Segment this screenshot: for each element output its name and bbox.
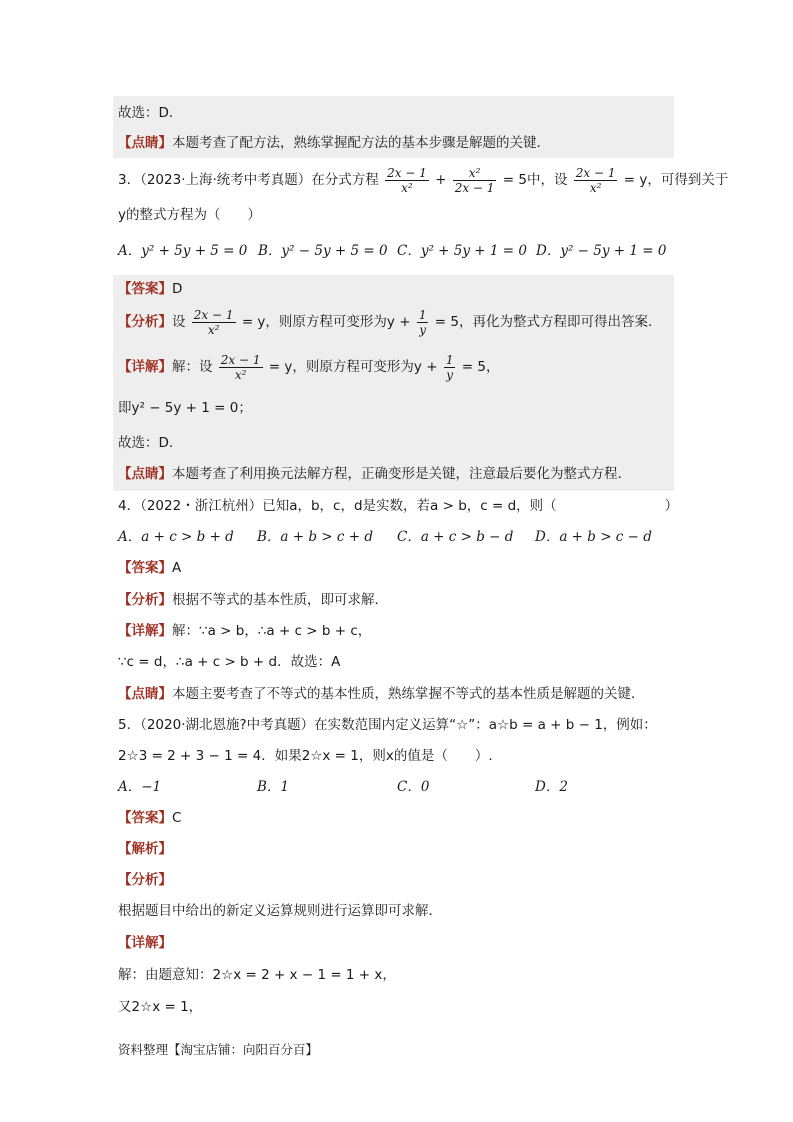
footer-source: 资料整理【淘宝店铺：向阳百分百】 <box>118 1042 319 1057</box>
q3-fraction-3: $\frac{2x - 1}{\text{x²}}$ <box>575 165 616 195</box>
q3-option-d: D．y² − 5y + 1 = 0 <box>536 243 667 259</box>
q3-stem-line1 <box>118 163 728 197</box>
detail-fraction-2: $\frac{1}{y}$ <box>445 352 454 382</box>
detail-text: 解：∵a > b，∴a + c > b + c， <box>172 623 372 639</box>
comment-tag: 【点睛】 <box>118 466 172 482</box>
q5-detail-line2: 又2☆x = 1， <box>118 999 203 1015</box>
q5-option-b: B．1 <box>257 779 290 795</box>
q3-answer <box>118 274 182 305</box>
detail-text-b: = y，则原方程可变形为y + <box>268 359 438 375</box>
analysis-tag: 【分析】 <box>118 314 172 330</box>
q3-detail <box>118 350 499 384</box>
answer-value: A <box>172 560 182 576</box>
plus-sign: + <box>435 172 447 188</box>
answer-tag: 【答案】 <box>118 810 172 826</box>
q2-choice: 故选：D． <box>118 105 183 121</box>
q3-stem-line2: y的整式方程为（ ） <box>118 207 261 223</box>
q4-option-a: A．a + c > b + d <box>118 529 234 545</box>
q4-options <box>0 522 793 553</box>
analysis-text: 根据不等式的基本性质，即可求解． <box>172 592 388 608</box>
jiexi-tag: 【解析】 <box>118 841 172 857</box>
q3-eqy: = y，可得到关于 <box>623 172 729 188</box>
q4-stem: 4．（2022・浙江杭州）已知a，b，c，d是实数，若a > b，c = d，则（ ） <box>118 498 679 514</box>
q4-option-b: B．a + b > c + d <box>257 529 373 545</box>
answer-tag: 【答案】 <box>118 281 172 297</box>
q4-analysis <box>118 585 388 616</box>
q4-answer <box>118 553 181 584</box>
q5-option-d: D．2 <box>535 779 568 795</box>
q3-detail-line2: 即y² − 5y + 1 = 0； <box>118 400 252 416</box>
q3-fraction-2: $\frac{\text{x²}}{2x - 1}$ <box>454 165 495 195</box>
q4-detail <box>118 616 371 647</box>
q3-prefix: 3．（2023·上海·统考中考真题）在分式方程 <box>118 172 379 188</box>
answer-tag: 【答案】 <box>118 560 172 576</box>
comment-tag: 【点睛】 <box>118 135 172 151</box>
q3-option-c: C．y² + 5y + 1 = 0 <box>397 243 527 259</box>
detail-tag: 【详解】 <box>118 623 172 639</box>
q5-analysis: 根据题目中给出的新定义运算规则进行运算即可求解． <box>118 903 442 919</box>
answer-value: D <box>172 281 183 297</box>
analysis-text-b: = y，则原方程可变形为y + <box>241 314 411 330</box>
comment-text: 本题考查了利用换元法解方程，正确变形是关键，注意最后要化为整式方程. <box>172 466 622 482</box>
q3-analysis <box>118 305 652 339</box>
analysis-text-c: = 5，再化为整式方程即可得出答案. <box>434 314 653 330</box>
comment-text: 本题主要考查了不等式的基本性质，熟练掌握不等式的基本性质是解题的关键． <box>172 686 645 702</box>
q5-option-a: A．−1 <box>118 779 162 795</box>
q5-options <box>0 772 793 803</box>
analysis-tag: 【分析】 <box>118 592 172 608</box>
q5-analysis-tag-line <box>118 865 172 896</box>
detail-text-a: 解：设 <box>172 359 213 375</box>
answer-value: C <box>172 810 182 826</box>
detail-text-c: = 5， <box>461 359 500 375</box>
q3-option-a: A．y² + 5y + 5 = 0 <box>118 243 248 259</box>
detail-tag: 【详解】 <box>118 935 172 951</box>
q5-answer <box>118 803 181 834</box>
q5-jiexi <box>118 834 172 865</box>
q3-option-b: B．y² − 5y + 5 = 0 <box>258 243 388 259</box>
comment-tag: 【点睛】 <box>118 686 172 702</box>
q4-detail-line2: ∵c = d，∴a + c > b + d．故选：A <box>118 654 341 670</box>
comment-text: 本题考查了配方法，熟练掌握配方法的基本步骤是解题的关键． <box>172 135 550 151</box>
q3-eq5: = 5中，设 <box>502 172 568 188</box>
q4-comment <box>118 679 645 710</box>
q4-option-d: D．a + b > c − d <box>535 529 652 545</box>
q5-stem2: 2☆3 = 2 + 3 − 1 = 4．如果2☆x = 1，则x的值是（ ）. <box>118 748 493 764</box>
q5-option-c: C．0 <box>397 779 430 795</box>
q3-comment <box>118 459 622 490</box>
analysis-tag: 【分析】 <box>118 872 172 888</box>
q5-detail-tag-line <box>118 928 172 959</box>
q5-detail: 解：由题意知：2☆x = 2 + x − 1 = 1 + x， <box>118 967 396 983</box>
q5-stem: 5．（2020·湖北恩施?中考真题）在实数范围内定义运算“☆”：a☆b = a + b − 1，例如： <box>118 717 657 733</box>
analysis-fraction: $\frac{2x - 1}{\text{x²}}$ <box>193 307 234 337</box>
analysis-fraction-2: $\frac{1}{y}$ <box>418 307 427 337</box>
analysis-text-a: 设 <box>172 314 186 330</box>
q2-comment <box>118 128 550 159</box>
detail-tag: 【详解】 <box>118 359 172 375</box>
q4-option-c: C．a + c > b − d <box>397 529 514 545</box>
detail-fraction: $\frac{2x - 1}{\text{x²}}$ <box>220 352 261 382</box>
q3-options <box>0 236 793 267</box>
q3-fraction-1: $\frac{2x - 1}{\text{x²}}$ <box>387 165 427 195</box>
q3-choice: 故选：D. <box>118 435 174 451</box>
